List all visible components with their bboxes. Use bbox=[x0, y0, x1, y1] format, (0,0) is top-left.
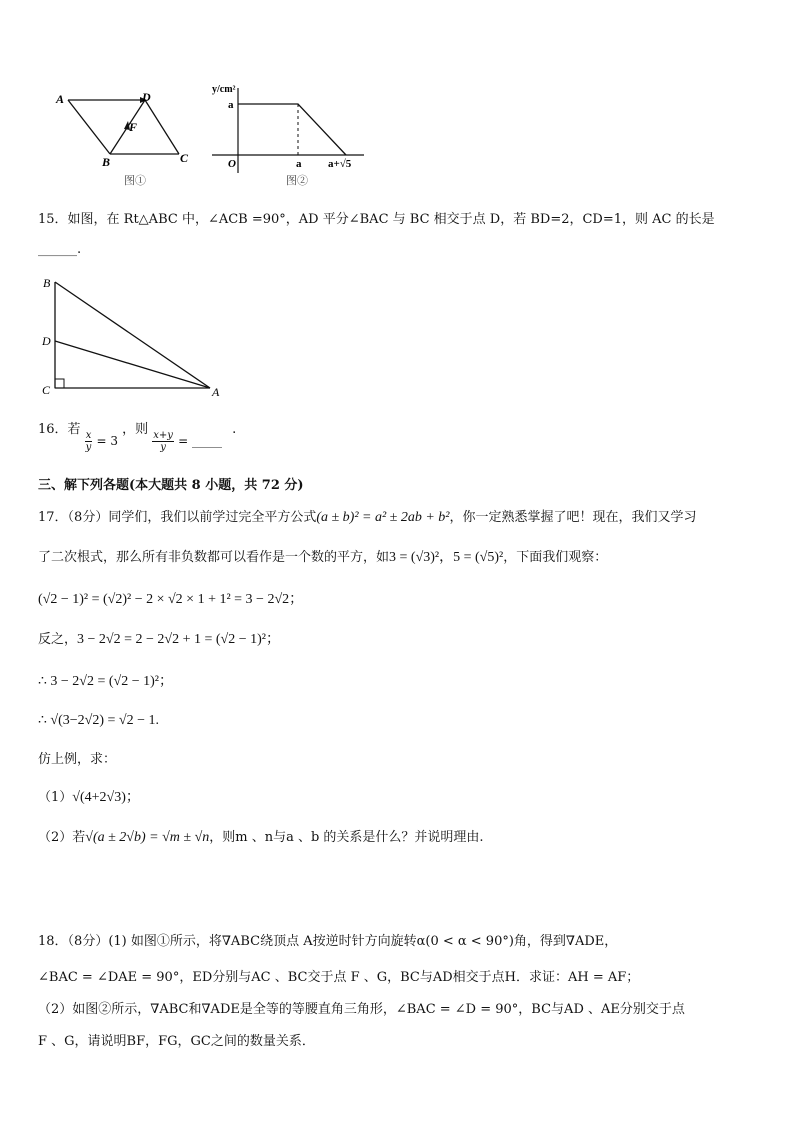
section-3-heading: 三、解下列各题(本大题共 8 小题，共 72 分) bbox=[38, 478, 304, 493]
q15-text: 15．如图，在 Rt△ABC 中，∠ACB =90°，AD 平分∠BAC 与 BC 相交于点 D，若 BD=2，CD=1，则 AC 的长是 bbox=[38, 212, 715, 227]
q16-fraction-1 bbox=[85, 430, 93, 453]
q15-blank: ______. bbox=[38, 242, 82, 257]
label-C: C bbox=[180, 151, 189, 165]
label-B: B bbox=[43, 276, 51, 290]
label-A: A bbox=[212, 385, 220, 399]
label-D: D bbox=[42, 334, 51, 348]
q17-line-1 bbox=[38, 506, 697, 526]
origin-label: O bbox=[228, 158, 236, 170]
q16-end: . bbox=[232, 422, 237, 437]
q16-frac1-num: x bbox=[85, 430, 92, 441]
q17-part-2-label: （2）若 bbox=[38, 830, 86, 845]
q17-line-2-text-a: 了二次根式，那么所有非负数都可以看作是一个数的平方，如 bbox=[38, 550, 390, 565]
q16-fraction-2 bbox=[152, 430, 174, 453]
q17-eq-2-prefix: 反之， bbox=[38, 632, 78, 647]
q17-part-2-expr: √(a ± 2√b) = √m ± √n bbox=[85, 830, 210, 845]
q17-line-2-text-b: ，下面我们观察： bbox=[503, 550, 608, 565]
q18-line-3: （2）如图②所示，∇ABC和∇ADE是全等的等腰直角三角形，∠BAC = ∠D = 90°，BC与AD 、AE分别交于点 bbox=[38, 1002, 685, 1017]
q17-eq-2-line bbox=[38, 628, 280, 648]
q16-frac2-den: y bbox=[160, 442, 166, 453]
label-F: F bbox=[129, 120, 138, 134]
q18-line-2: ∠BAC = ∠DAE = 90°，ED分别与AC 、BC交于点 F 、G，BC与AD相交于点H．求证：AH = AF； bbox=[38, 970, 640, 985]
q17-square-formula: (a ± b)² = a² ± 2ab + b² bbox=[316, 510, 450, 525]
q17-eq-4: ∴ √(3−2√2) = √2 − 1. bbox=[38, 713, 159, 728]
q17-imitate: 仿上例，求： bbox=[38, 752, 117, 767]
label-D: D bbox=[142, 90, 151, 104]
figure-2-graph bbox=[208, 80, 368, 180]
q17-eq-1: (√2 − 1)² = (√2)² − 2 × √2 × 1 + 1² = 3 − 2√2； bbox=[38, 592, 304, 607]
q16-eq1: = 3 bbox=[96, 434, 118, 448]
q17-part-2 bbox=[38, 826, 484, 846]
y-tick-a: a bbox=[228, 99, 234, 111]
q17-examples: 3 = (√3)²，5 = (√5)² bbox=[389, 550, 504, 565]
q17-part-1-label: （1） bbox=[38, 790, 73, 805]
q17-part-2-question: ，则m 、n与a 、b 的关系是什么？并说明理由. bbox=[209, 830, 484, 845]
figure-2-caption: 图② bbox=[286, 174, 308, 187]
q17-part-1-expr: √(4+2√3)； bbox=[72, 790, 140, 805]
q16-frac2-num: x+y bbox=[153, 430, 173, 441]
q16-mid: ，则 bbox=[122, 422, 149, 437]
y-axis-label: y/cm² bbox=[212, 84, 236, 95]
q17-line-2 bbox=[38, 546, 607, 566]
q16-prefix: 16．若 bbox=[38, 422, 81, 437]
q18-line-1: 18．（8分）(1) 如图①所示，将∇ABC绕顶点 A按逆时针方向旋转α(0 < α < 90°)角，得到∇ADE， bbox=[38, 934, 618, 949]
q18-line-4: F 、G，请说明BF，FG，GC之间的数量关系． bbox=[38, 1034, 315, 1049]
q16-line bbox=[38, 418, 236, 454]
label-A: A bbox=[56, 92, 65, 106]
q16-eq2: = _____ bbox=[178, 434, 222, 448]
figure-1-caption: 图① bbox=[124, 174, 146, 187]
q17-part-1 bbox=[38, 786, 140, 806]
label-B: B bbox=[102, 155, 111, 169]
q17-eq-3: ∴ 3 − 2√2 = (√2 − 1)²； bbox=[38, 674, 173, 689]
q16-frac1-den: y bbox=[85, 442, 92, 453]
x-tick-a-sqrt5: a+√5 bbox=[328, 158, 352, 170]
x-tick-a: a bbox=[296, 158, 302, 170]
label-C: C bbox=[42, 383, 51, 397]
q17-line-1-text-a: 17．（8分）同学们，我们以前学过完全平方公式 bbox=[38, 510, 317, 525]
q17-line-1-text-b: ，你一定熟悉掌握了吧！现在，我们又学习 bbox=[449, 510, 697, 525]
q15-triangle-figure bbox=[38, 272, 228, 402]
q17-eq-2: 3 − 2√2 = 2 − 2√2 + 1 = (√2 − 1)²； bbox=[77, 632, 280, 647]
